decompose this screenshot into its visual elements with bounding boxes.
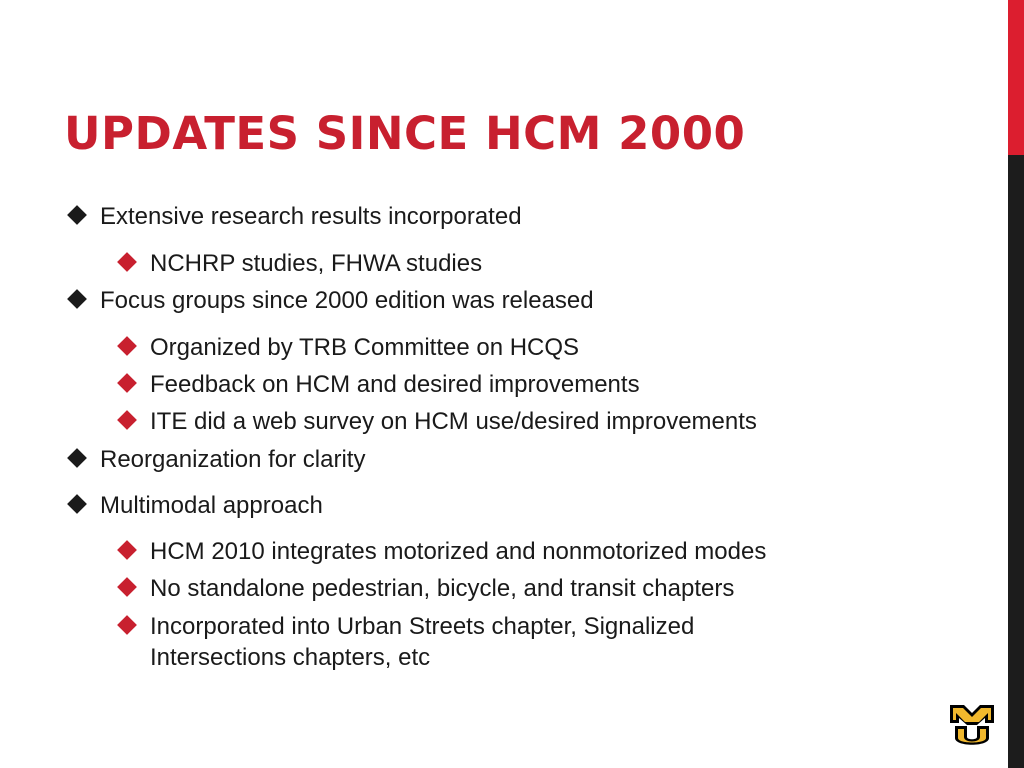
list-item — [116, 406, 757, 437]
diamond-icon — [117, 252, 137, 272]
list-item-text: Incorporated into Urban Streets chapter, Signalized Intersections chapters, etc — [150, 613, 695, 671]
list-item-text: Organized by TRB Committee on HCQS — [150, 334, 580, 361]
diamond-icon — [117, 577, 137, 597]
list-item-text: ITE did a web survey on HCM use/desired improvements — [150, 408, 757, 435]
diamond-icon — [67, 289, 87, 309]
list-item — [116, 611, 830, 673]
diamond-icon — [67, 448, 87, 468]
list-item — [116, 573, 734, 604]
list-item — [116, 536, 766, 567]
list-item-text: Extensive research results incorporated — [100, 203, 522, 230]
diamond-icon — [117, 410, 137, 430]
diamond-icon — [67, 205, 87, 225]
list-item-text: HCM 2010 integrates motorized and nonmotorized modes — [150, 538, 767, 565]
list-item-text: No standalone pedestrian, bicycle, and transit chapters — [150, 575, 735, 602]
list-item — [66, 285, 594, 316]
list-item-text: NCHRP studies, FHWA studies — [150, 250, 483, 277]
list-item — [116, 332, 579, 363]
diamond-icon — [117, 540, 137, 560]
list-item — [116, 248, 482, 279]
list-item — [116, 369, 640, 400]
list-item — [66, 201, 522, 232]
mizzou-mu-logo-icon — [949, 703, 995, 749]
diamond-icon — [117, 373, 137, 393]
list-item — [66, 490, 323, 521]
diamond-icon — [117, 336, 137, 356]
slide-title: UPDATES SINCE HCM 2000 — [64, 107, 746, 160]
diamond-icon — [117, 615, 137, 635]
bullet-list — [66, 0, 966, 768]
accent-bar-black — [1008, 155, 1024, 768]
list-item-text: Feedback on HCM and desired improvements — [150, 371, 640, 398]
list-item-text: Multimodal approach — [100, 492, 323, 519]
accent-bar-red — [1008, 0, 1024, 155]
list-item-text: Focus groups since 2000 edition was released — [100, 287, 594, 314]
list-item-text: Reorganization for clarity — [100, 446, 366, 473]
diamond-icon — [67, 494, 87, 514]
list-item — [66, 444, 365, 475]
